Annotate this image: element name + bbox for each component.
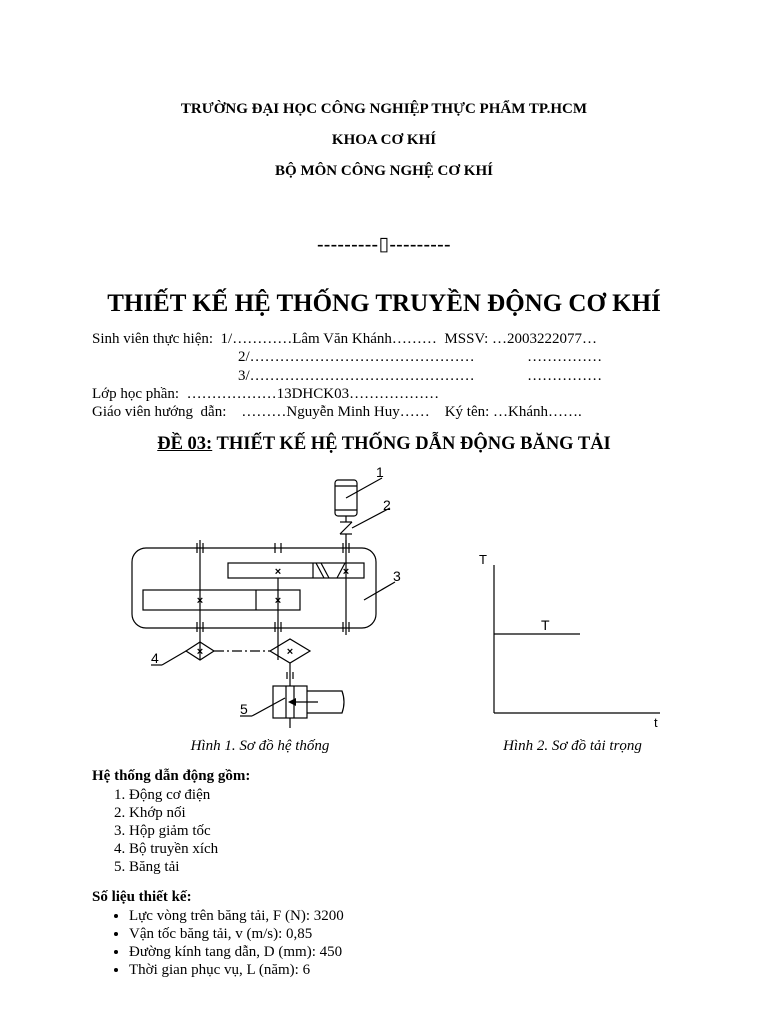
department-name: BỘ MÔN CÔNG NGHỆ CƠ KHÍ: [275, 163, 493, 179]
design-data-list: [92, 907, 344, 979]
list-item: 3. Hộp giảm tốc: [129, 822, 218, 840]
faculty-name: KHOA CƠ KHÍ: [331, 132, 437, 148]
figure1-caption: Hình 1. Sơ đồ hệ thống: [190, 738, 330, 754]
document-title: THIẾT KẾ HỆ THỐNG TRUYỀN ĐỘNG CƠ KHÍ: [107, 290, 661, 317]
svg-text:×: ×: [196, 646, 204, 658]
label-1: 1: [376, 464, 384, 480]
list-item: 1. Động cơ điện: [129, 786, 218, 804]
list-item: • Thời gian phục vụ, L (năm): 6: [129, 961, 344, 979]
topic-text: THIẾT KẾ HỆ THỐNG DẪN ĐỘNG BĂNG TẢI: [212, 434, 611, 454]
class-line: Lớp học phần: ………………13DHCK03………………: [92, 386, 440, 402]
components-heading: Hệ thống dẫn động gồm:: [92, 768, 251, 784]
svg-text:×: ×: [342, 566, 350, 578]
x-axis-label: t: [654, 715, 658, 730]
student-line-3: 3/……………………………………… ……………: [238, 368, 603, 384]
list-item: • Vận tốc băng tải, v (m/s): 0,85: [129, 925, 344, 943]
y-axis-label: T: [479, 552, 487, 567]
topic-label: ĐỀ 03:: [157, 434, 213, 454]
components-list: [92, 786, 218, 876]
label-5: 5: [240, 701, 248, 717]
design-data-heading: Số liệu thiết kế:: [92, 889, 192, 905]
label-3: 3: [393, 568, 401, 584]
load-diagram: [0, 540, 768, 735]
instructor-line: Giáo viên hướng dẫn: ………Nguyễn Minh Huy…… Ký tên: …Khánh…….: [92, 404, 582, 420]
svg-text:×: ×: [286, 646, 294, 658]
topic-heading: [0, 434, 768, 455]
svg-text:×: ×: [274, 595, 282, 607]
list-item: • Đường kính tang dẫn, D (mm): 450: [129, 943, 344, 961]
label-4: 4: [151, 650, 159, 666]
label-2: 2: [383, 497, 391, 513]
list-item: 5. Băng tải: [129, 858, 218, 876]
separator: ---------▯---------: [317, 234, 451, 255]
student-line-2: 2/……………………………………… ……………: [238, 349, 603, 365]
figure2-caption: Hình 2. Sơ đồ tải trọng: [503, 738, 642, 754]
svg-text:×: ×: [196, 595, 204, 607]
list-item: 2. Khớp nối: [129, 804, 218, 822]
load-level-label: T: [541, 617, 550, 633]
list-item: 4. Bộ truyền xích: [129, 840, 218, 858]
student-line-1: Sinh viên thực hiện: 1/…………Lâm Văn Khánh……… MSSV: …2003222077…: [92, 331, 598, 347]
university-name: TRƯỜNG ĐẠI HỌC CÔNG NGHIỆP THỰC PHẨM TP.HCM: [180, 101, 588, 117]
list-item: • Lực vòng trên băng tải, F (N): 3200: [129, 907, 344, 925]
svg-text:×: ×: [274, 566, 282, 578]
